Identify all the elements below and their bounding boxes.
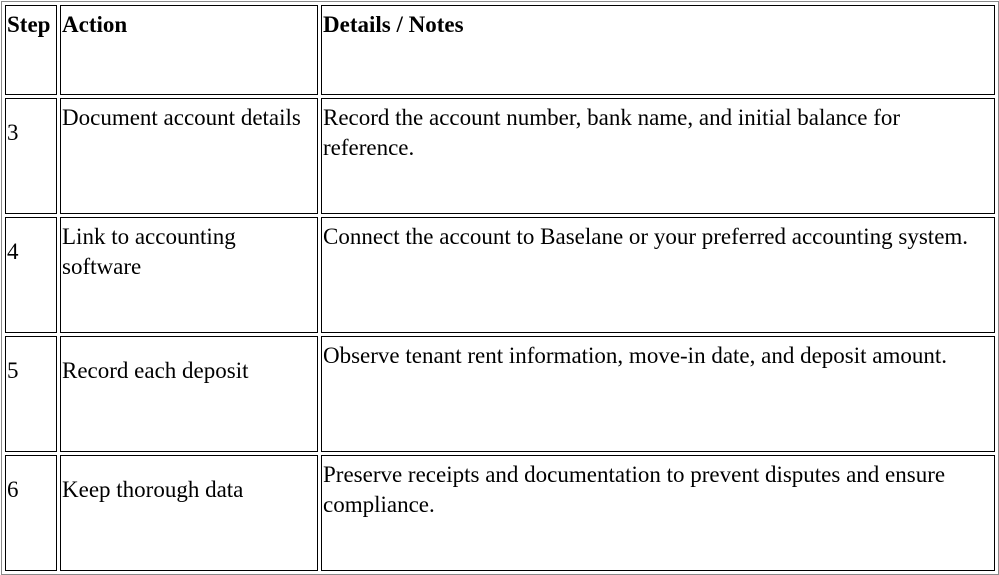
header-action: Action [60, 5, 318, 95]
table-row [5, 98, 995, 214]
step-action: Document account details [60, 98, 318, 214]
table-row [5, 455, 995, 571]
step-action: Record each deposit [60, 336, 318, 452]
step-notes: Observe tenant rent information, move-in date, and deposit amount. [321, 336, 995, 452]
step-number: 5 [5, 336, 57, 452]
step-notes: Record the account number, bank name, and initial balance for reference. [321, 98, 995, 214]
steps-table [1, 1, 999, 575]
header-notes: Details / Notes [321, 5, 995, 95]
table-row [5, 217, 995, 333]
step-action: Keep thorough data [60, 455, 318, 571]
table-row [5, 336, 995, 452]
table-header-row [5, 5, 995, 95]
header-step: Step [5, 5, 57, 95]
step-action: Link to accounting software [60, 217, 318, 333]
step-notes: Connect the account to Baselane or your preferred accounting system. [321, 217, 995, 333]
step-number: 3 [5, 98, 57, 214]
step-number: 4 [5, 217, 57, 333]
step-number: 6 [5, 455, 57, 571]
step-notes: Preserve receipts and documentation to prevent disputes and ensure compliance. [321, 455, 995, 571]
